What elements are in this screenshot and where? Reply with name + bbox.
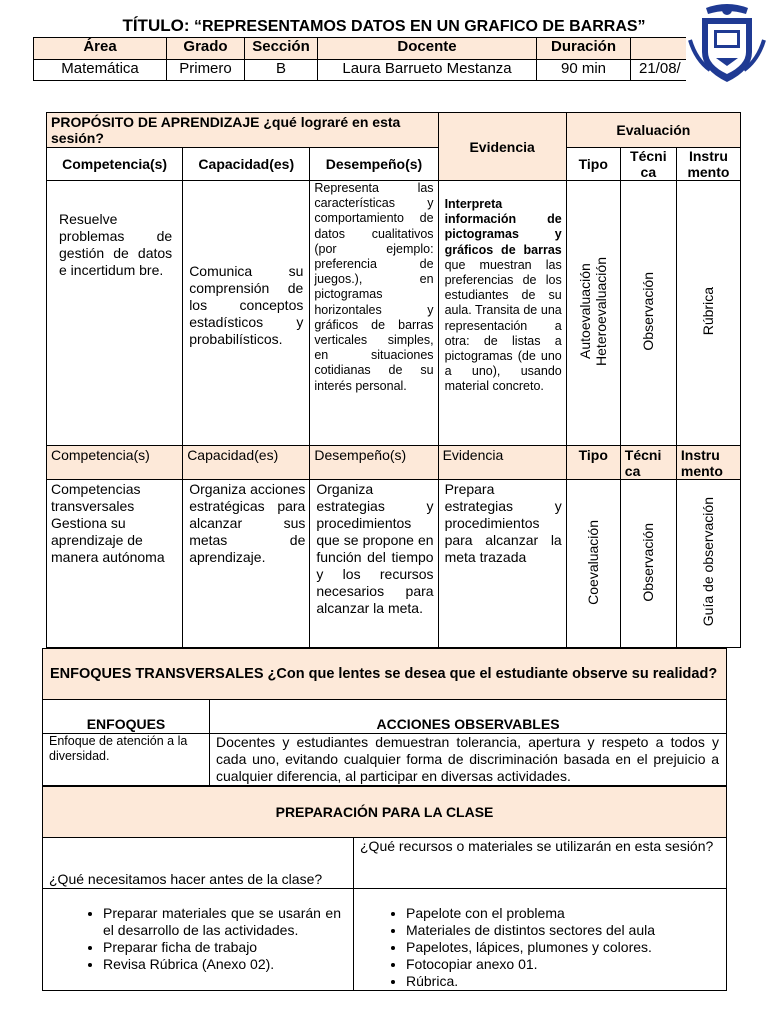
list-item: • Fotocopiar anexo 01. <box>406 956 718 973</box>
info-value-docente: Laura Barrueto Mestanza <box>318 60 537 81</box>
row2-header-capacidad: Capacidad(es) <box>183 446 310 480</box>
evidencia-header: Evidencia <box>438 113 566 181</box>
list-item: • Papelotes, lápices, plumones y colores. <box>406 939 718 956</box>
enfoques-header: ENFOQUES TRANSVERSALES ¿Con que lentes se desea que el estudiante observe su realidad? <box>43 649 727 700</box>
school-crest-logo <box>686 0 768 86</box>
preparacion-list2 <box>366 905 718 990</box>
row2-tecnica <box>620 480 676 648</box>
list-item: • Materiales de distintos sectores del aula <box>406 922 718 939</box>
row2-tipo-text: Coevaluación <box>585 519 602 605</box>
row1-desempeno <box>310 181 438 446</box>
row2-instrumento <box>676 480 740 648</box>
row1-evidencia <box>438 181 566 446</box>
info-header-area: Área <box>34 38 167 60</box>
info-value-area: Matemática <box>34 60 167 81</box>
info-value-duracion: 90 min <box>537 60 631 81</box>
list-item: • Preparar materiales que se usarán en el desarrollo de las actividades. <box>103 905 341 939</box>
row1-instrumento-text: Rúbrica <box>700 287 717 336</box>
row2-capacidad <box>183 480 310 648</box>
info-header-seccion: Sección <box>245 38 318 60</box>
list-item: • Revisa Rúbrica (Anexo 02). <box>103 956 341 973</box>
info-header-duracion: Duración <box>537 38 631 60</box>
row1-tecnica-text: Observación <box>640 272 657 351</box>
col-tecnica: Técni ca <box>620 148 676 181</box>
row2-header-competencia: Competencia(s) <box>47 446 183 480</box>
row2-header-tipo: Tipo <box>566 446 620 480</box>
col-instrumento: Instru mento <box>676 148 740 181</box>
acciones-observables <box>210 734 727 786</box>
info-value-seccion: B <box>245 60 318 81</box>
info-header-docente: Docente <box>318 38 537 60</box>
preparacion-q2: ¿Qué recursos o materiales se utilizarán en esta sesión? <box>354 838 727 889</box>
row2-capacidad-text: Organiza acciones estratégicas para alcanzar sus metas de aprendizaje. <box>189 481 306 565</box>
row2-header-evidencia: Evidencia <box>438 446 566 480</box>
preparacion-list1-cell <box>43 889 354 991</box>
row1-desempeno-text: Representa las características y comportamiento de datos cualitativos (por ejemplo: preferencia de juegos.), en pictogramas horizontales y gráficos de barras verticales simples, en situaciones cotidianas de su interés personal. <box>314 181 434 393</box>
title-label: TÍTULO: <box>122 16 190 35</box>
row2-desempeno-text: Organiza estrategias y procedimientos que se propone en función del tiempo y los recursos necesarios para alcanzar la meta. <box>316 481 434 616</box>
row2-competencia <box>47 480 183 648</box>
info-table <box>33 37 768 81</box>
info-value-grado: Primero <box>167 60 245 81</box>
proposito-table <box>46 112 741 648</box>
row2-tipo <box>566 480 620 648</box>
row2-tecnica-text: Observación <box>640 522 657 602</box>
preparacion-q1: ¿Qué necesitamos hacer antes de la clase? <box>43 838 354 889</box>
row2-desempeno <box>310 480 438 648</box>
row1-tecnica <box>620 181 676 446</box>
list-item: • Papelote con el problema <box>406 905 718 922</box>
row2-instrumento-text: Guía de observación <box>700 497 717 627</box>
row1-capacidad <box>183 181 310 446</box>
row1-evidencia-rest: que muestran las preferencias de los estudiantes de su aula. Transita de una representación a otra: de listas a pictogramas (de uno a uno), usando material concreto. <box>444 257 562 394</box>
evaluacion-header: Evaluación <box>566 113 740 148</box>
preparacion-table <box>42 786 727 991</box>
row2-evidencia-text: Prepara estrategias y procedimientos para alcanzar la meta trazada <box>444 481 562 565</box>
row1-competencia-text: Resuelve problemas de gestión de datos e incertidum bre. <box>59 211 173 278</box>
proposito-header: PROPÓSITO DE APRENDIZAJE ¿qué lograré en esta sesión? <box>47 113 439 148</box>
acciones-observables-text: Docentes y estudiantes demuestran tolerancia, apertura y respeto a todos y cada uno, evitando cualquier forma de discriminación basada en el prejuicio a cualquier diferencia, al participar en diversas actividades. <box>216 734 720 784</box>
enfoques-col-acciones: ACCIONES OBSERVABLES <box>210 700 727 734</box>
row1-capacidad-text: Comunica su comprensión de los conceptos estadísticos y probabilísticos. <box>189 263 304 347</box>
row1-competencia <box>47 181 183 446</box>
row1-tipo-2: Heteroevaluación <box>593 257 610 366</box>
row1-tipo <box>566 181 620 446</box>
row1-instrumento <box>676 181 740 446</box>
row1-evidencia-bold: Interpreta información de pictogramas y gráficos de barras <box>444 197 562 257</box>
list-item: • Rúbrica. <box>406 973 718 990</box>
document-title <box>0 16 768 36</box>
enfoques-col-enfoques: ENFOQUES <box>43 700 210 734</box>
list-item: • Preparar ficha de trabajo <box>103 939 341 956</box>
col-competencia: Competencia(s) <box>47 148 183 181</box>
preparacion-header: PREPARACIÓN PARA LA CLASE <box>43 787 727 838</box>
title-text: “REPRESENTAMOS DATOS EN UN GRAFICO DE BARRAS” <box>193 18 646 35</box>
row2-evidencia <box>438 480 566 648</box>
row2-header-instrumento: Instru mento <box>676 446 740 480</box>
row2-header-desempeno: Desempeño(s) <box>310 446 438 480</box>
col-desempeno: Desempeño(s) <box>310 148 438 181</box>
row2-header-tecnica: Técni ca <box>620 446 676 480</box>
preparacion-list1 <box>63 905 341 973</box>
info-value-fecha: 21/08/ <box>631 60 768 81</box>
enfoques-table <box>42 648 727 786</box>
row1-tipo-1: Autoevaluación <box>577 263 594 360</box>
preparacion-list2-cell <box>354 889 727 991</box>
col-tipo: Tipo <box>566 148 620 181</box>
enfoque-diversidad: Enfoque de atención a la diversidad. <box>43 734 210 786</box>
info-header-grado: Grado <box>167 38 245 60</box>
row2-competencia-text: Competencias transversales Gestiona su aprendizaje de manera autónoma <box>51 481 165 565</box>
col-capacidad: Capacidad(es) <box>183 148 310 181</box>
